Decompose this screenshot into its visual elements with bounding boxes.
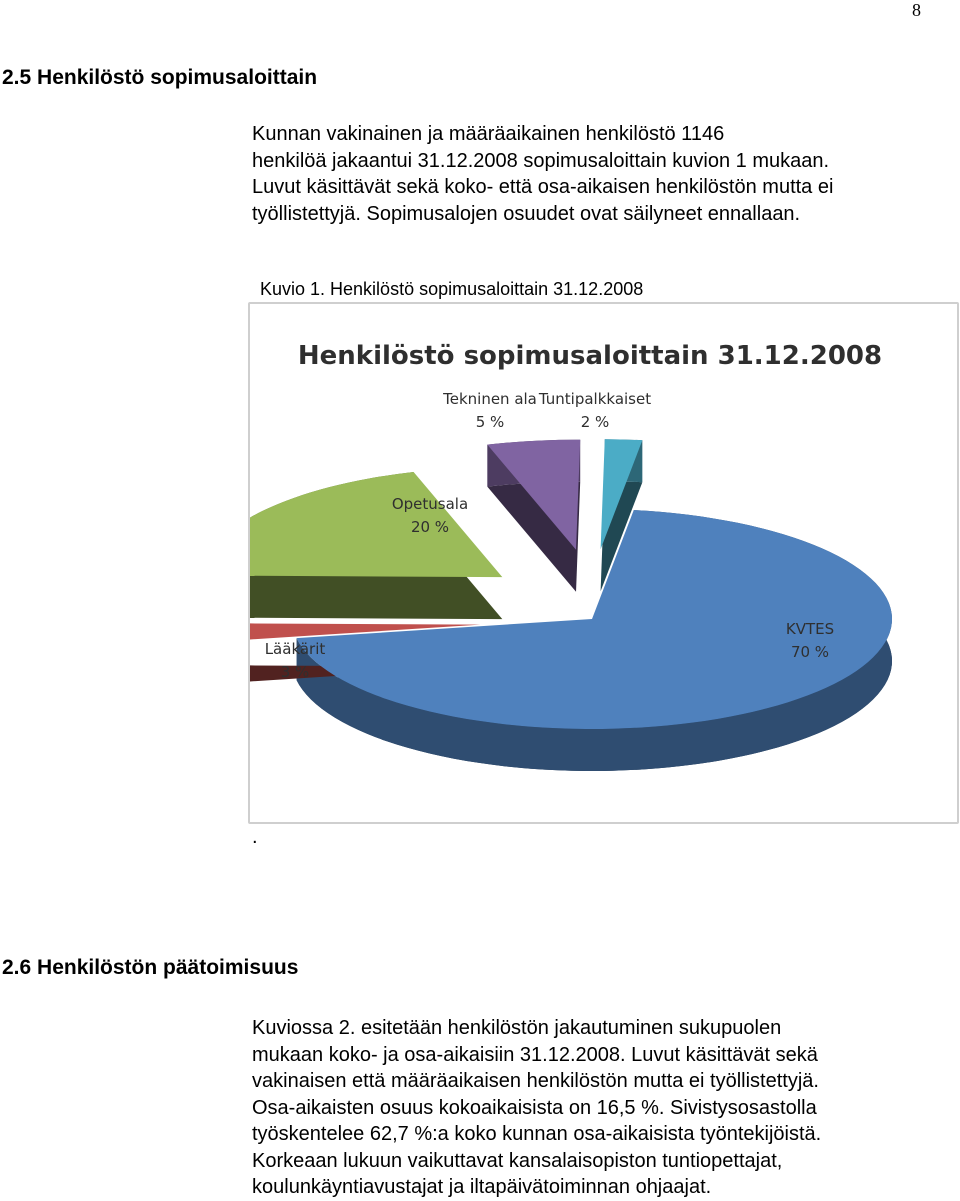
- paragraph-line: mukaan koko- ja osa-aikaisiin 31.12.2008. Luvut käsittävät sekä: [252, 1043, 818, 1066]
- paragraph-line: henkilöä jakaantui 31.12.2008 sopimusaloittain kuvion 1 mukaan.: [252, 149, 830, 172]
- section-heading-2-5: 2.5 Henkilöstö sopimusaloittain: [2, 66, 318, 89]
- paragraph-line: Luvut käsittävät sekä koko- että osa-aikaisen henkilöstön mutta ei: [252, 176, 834, 198]
- figure-caption: Kuvio 1. Henkilöstö sopimusaloittain 31.12.2008: [260, 279, 644, 299]
- section-heading-2-6: 2.6 Henkilöstön päätoimisuus: [2, 956, 299, 979]
- paragraph-line: Kunnan vakinainen ja määräaikainen henkilöstö 1146: [252, 123, 725, 145]
- paragraph-line: työskentelee 62,7 %:a koko kunnan osa-aikaisista työntekijöistä.: [252, 1123, 822, 1145]
- slice-value-opetusala: 20 %: [410, 518, 450, 536]
- page-number: 8: [912, 0, 921, 20]
- slice-value-tekninen-ala: 5 %: [475, 413, 505, 431]
- section-2-6-paragraph: [252, 1015, 932, 1201]
- paragraph-line: koulunkäyntiavustajat ja iltapäivätoiminnan ohjaajat.: [252, 1176, 712, 1198]
- slice-label-kvtes: KVTES: [785, 620, 835, 638]
- paragraph-line: Kuviossa 2. esitetään henkilöstön jakautuminen sukupuolen: [252, 1017, 782, 1039]
- paragraph-line: Osa-aikaisten osuus kokoaikaisista on 16,5 %. Sivistysosastolla: [252, 1096, 817, 1119]
- slice-value-tuntipalkkaiset: 2 %: [580, 413, 610, 431]
- slice-value-laakarit: 3 %: [280, 663, 310, 681]
- slice-value-kvtes: 70 %: [790, 643, 830, 661]
- slice-label-opetusala: Opetusala: [391, 495, 469, 513]
- chart-title: Henkilöstö sopimusaloittain 31.12.2008: [297, 341, 883, 371]
- slice-label-tuntipalkkaiset: Tuntipalkkaiset: [538, 390, 652, 408]
- paragraph-line: Korkeaan lukuun vaikuttavat kansalaisopiston tuntiopettajat,: [252, 1149, 783, 1172]
- slice-label-tekninen-ala: Tekninen ala: [443, 390, 537, 408]
- paragraph-line: työllistettyjä. Sopimusalojen osuudet ovat säilyneet ennallaan.: [252, 202, 801, 225]
- pie-chart: [250, 304, 957, 822]
- slice-label-laakarit: Lääkärit: [264, 640, 326, 658]
- paragraph-line: vakinaisen että määräaikaisen henkilöstön mutta ei työllistettyjä.: [252, 1070, 819, 1092]
- pie-chart-frame: [248, 302, 959, 824]
- trailing-dot: .: [252, 826, 258, 848]
- section-2-5-paragraph: [252, 121, 932, 227]
- pie-slice-opetusala: [250, 472, 502, 577]
